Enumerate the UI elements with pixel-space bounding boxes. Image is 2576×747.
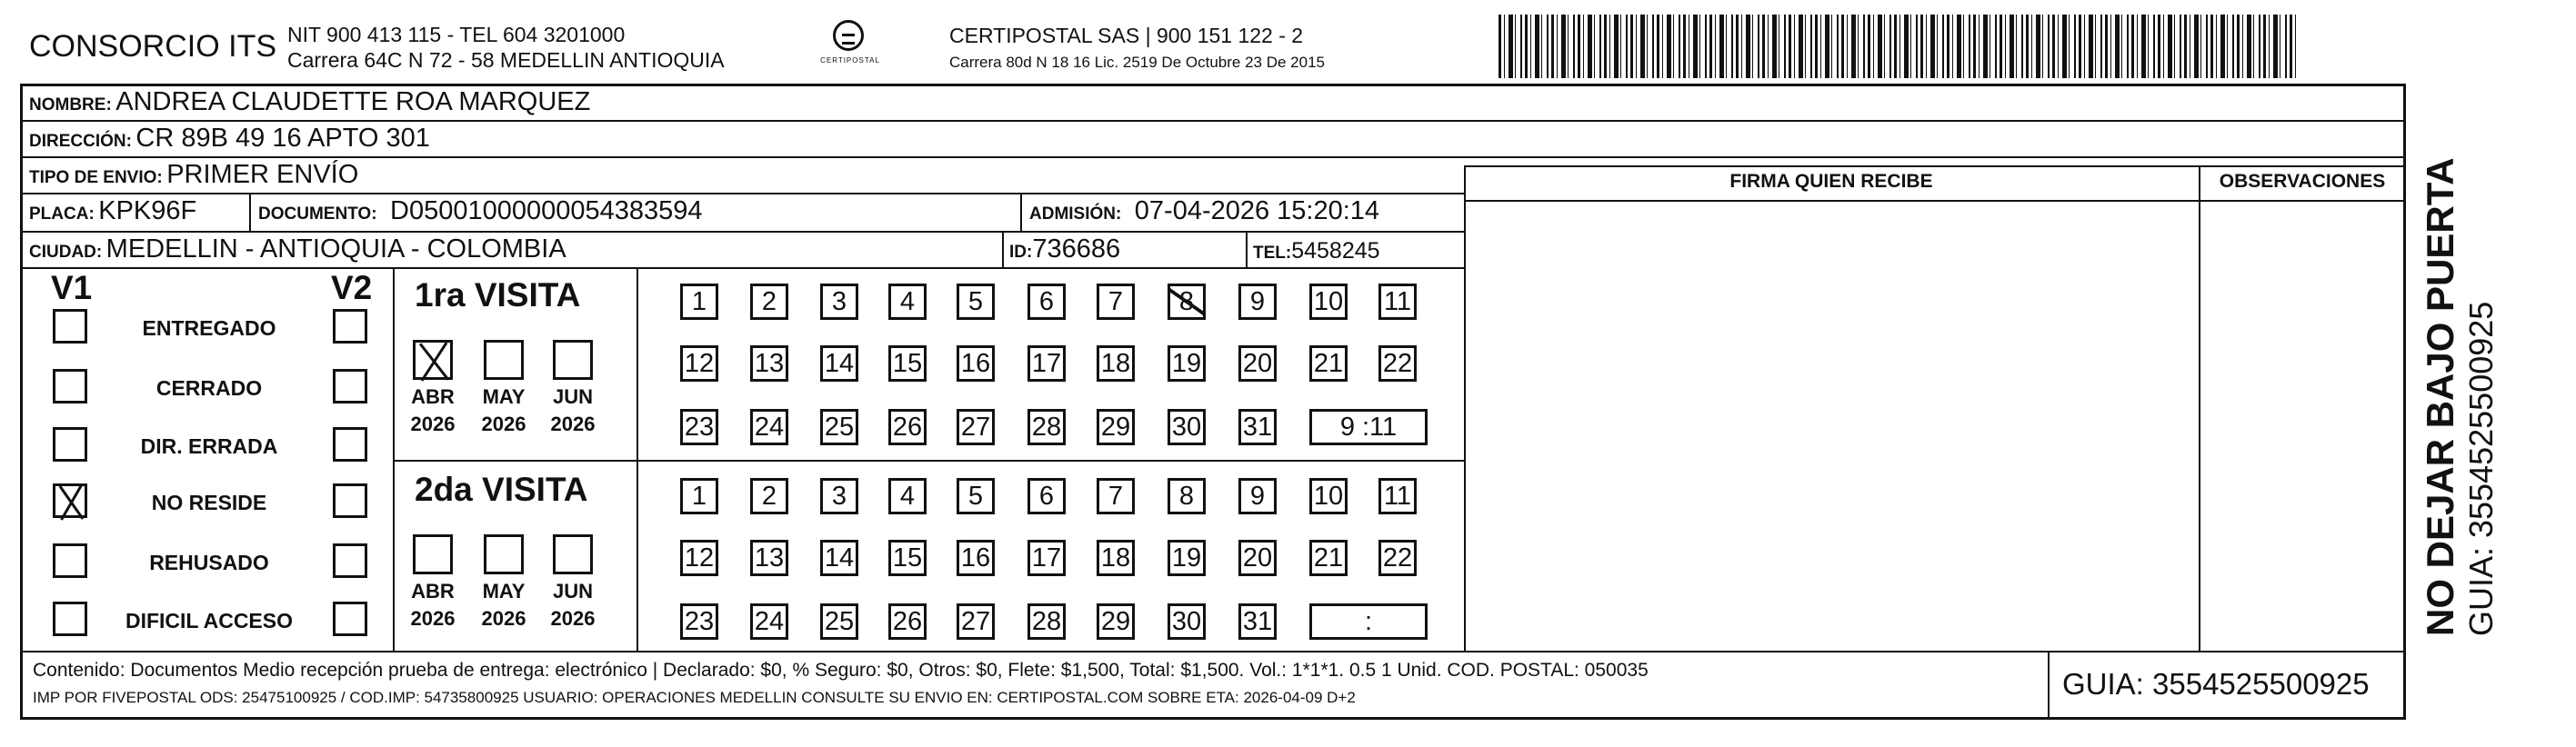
- v2-header: V2: [331, 269, 373, 306]
- day-box[interactable]: 5: [957, 478, 995, 514]
- v2-checkbox[interactable]: [333, 483, 367, 518]
- day-box[interactable]: 25: [820, 409, 858, 445]
- day-box[interactable]: 10: [1309, 478, 1348, 514]
- day-box[interactable]: 20: [1238, 540, 1277, 576]
- day-box[interactable]: 20: [1238, 345, 1277, 382]
- day-box[interactable]: 3: [820, 284, 858, 320]
- footer-imp: IMP POR FIVEPOSTAL ODS: 25475100925 / COD.IMP: 54735800925 USUARIO: OPERACIONES MEDELLIN CONSULTE SU ENVIO EN: CERTIPOSTAL.COM SOBRE ETA: 2026-04-09 D+2: [33, 689, 1356, 706]
- day-box[interactable]: 14: [820, 540, 858, 576]
- visit-title: 1ra VISITA: [415, 276, 581, 314]
- tipo-envio-value: PRIMER ENVÍO: [166, 160, 359, 189]
- nombre-label: NOMBRE:: [29, 95, 112, 115]
- day-box[interactable]: 12: [680, 540, 718, 576]
- observaciones-header: OBSERVACIONES: [2219, 171, 2386, 192]
- time-box[interactable]: :: [1309, 603, 1428, 640]
- day-box[interactable]: 19: [1168, 540, 1206, 576]
- footer-contenido: Contenido: Documentos Medio recepción prueba de entrega: electrónico | Declarado: $0, % Seguro: $0, Otros: $0, Flete: $1,500, Total: $1,500. Vol.: 1*1*1. 0.5 1 Unid. COD. POSTAL: 050035: [33, 660, 1649, 681]
- day-box[interactable]: 8: [1168, 478, 1206, 514]
- day-box[interactable]: 3: [820, 478, 858, 514]
- v1-checkbox[interactable]: [53, 427, 87, 462]
- day-box[interactable]: 16: [957, 345, 995, 382]
- admision-label: ADMISIÓN:: [1029, 204, 1122, 224]
- footer-guia: GUIA: 3554525500925: [2062, 667, 2370, 701]
- month-label: ABR: [411, 385, 455, 408]
- certipostal-logo: [809, 20, 891, 75]
- certi-line: CERTIPOSTAL SAS | 900 151 122 - 2: [949, 24, 1304, 47]
- year-label: 2026: [550, 607, 596, 630]
- month-label: MAY: [482, 580, 526, 603]
- rule: [393, 267, 395, 651]
- rule: [2199, 165, 2200, 651]
- nit-line: NIT 900 413 115 - TEL 604 3201000: [287, 23, 626, 46]
- day-box[interactable]: 26: [888, 409, 927, 445]
- v1-checkbox[interactable]: [53, 483, 87, 518]
- status-option-label: DIR. ERRADA: [140, 434, 278, 458]
- year-label: 2026: [550, 413, 596, 435]
- placa-label: PLACA:: [29, 204, 95, 224]
- month-checkbox[interactable]: [553, 340, 593, 380]
- month-checkbox[interactable]: [413, 534, 453, 574]
- tel-row: [1253, 238, 1380, 264]
- day-box[interactable]: 21: [1309, 345, 1348, 382]
- day-box[interactable]: 29: [1097, 603, 1135, 640]
- day-box[interactable]: 14: [820, 345, 858, 382]
- visit-title: 2da VISITA: [415, 471, 588, 508]
- month-label: JUN: [552, 580, 593, 603]
- v1-checkbox[interactable]: [53, 369, 87, 403]
- company-info: [287, 22, 725, 73]
- rule: [1002, 231, 1004, 267]
- day-box[interactable]: 12: [680, 345, 718, 382]
- v1-header: V1: [51, 269, 93, 306]
- status-option-label: DIFICIL ACCESO: [125, 609, 293, 632]
- documento-label: DOCUMENTO:: [258, 204, 377, 224]
- day-box[interactable]: 17: [1027, 540, 1066, 576]
- rule: [20, 156, 2406, 158]
- day-box[interactable]: 24: [750, 603, 788, 640]
- day-box[interactable]: 9: [1238, 478, 1277, 514]
- nombre-row: [29, 87, 590, 117]
- day-box[interactable]: 10: [1309, 284, 1348, 320]
- day-box[interactable]: 15: [888, 540, 927, 576]
- rule: [1464, 200, 2406, 202]
- barcode: [1498, 15, 2299, 78]
- day-box[interactable]: 2: [750, 478, 788, 514]
- nombre-value: ANDREA CLAUDETTE ROA MARQUEZ: [115, 87, 591, 116]
- rule: [1464, 165, 2406, 167]
- year-label: 2026: [481, 607, 526, 630]
- v2-checkbox[interactable]: [333, 309, 367, 344]
- day-box[interactable]: 29: [1097, 409, 1135, 445]
- side-text: [2419, 157, 2501, 636]
- admision-row: [1029, 196, 1379, 226]
- admision-value: 07-04-2026 15:20:14: [1134, 196, 1380, 225]
- day-box[interactable]: 2: [750, 284, 788, 320]
- day-box[interactable]: 6: [1027, 478, 1066, 514]
- day-box[interactable]: 13: [750, 345, 788, 382]
- day-box[interactable]: 31: [1238, 603, 1277, 640]
- tipo-envio-row: [29, 160, 358, 190]
- day-box[interactable]: 19: [1168, 345, 1206, 382]
- month-checkbox[interactable]: [553, 534, 593, 574]
- tel-label: TEL:: [1253, 244, 1292, 263]
- rule: [20, 267, 1464, 269]
- day-box[interactable]: 9: [1238, 284, 1277, 320]
- ciudad-label: CIUDAD:: [29, 243, 103, 262]
- v1-checkbox[interactable]: [53, 543, 87, 578]
- day-box[interactable]: 23: [680, 409, 718, 445]
- day-box[interactable]: 7: [1097, 478, 1135, 514]
- v2-checkbox[interactable]: [333, 369, 367, 403]
- year-label: 2026: [410, 607, 456, 630]
- v1-checkbox[interactable]: [53, 309, 87, 344]
- day-box[interactable]: 26: [888, 603, 927, 640]
- address-line: Carrera 64C N 72 - 58 MEDELLIN ANTIOQUIA: [287, 48, 725, 72]
- day-box[interactable]: 1: [680, 478, 718, 514]
- month-label: ABR: [411, 580, 455, 603]
- month-label: JUN: [552, 385, 593, 408]
- year-label: 2026: [481, 413, 526, 435]
- id-label: ID:: [1009, 243, 1033, 262]
- day-box[interactable]: 27: [957, 409, 995, 445]
- status-option-label: REHUSADO: [149, 551, 269, 574]
- day-box[interactable]: 28: [1027, 603, 1066, 640]
- rule: [1020, 193, 1022, 231]
- month-label: MAY: [482, 385, 526, 408]
- direccion-value: CR 89B 49 16 APTO 301: [135, 124, 430, 153]
- day-box[interactable]: 11: [1378, 478, 1417, 514]
- day-box[interactable]: 18: [1097, 345, 1135, 382]
- logo-text: CERTIPOSTAL: [820, 56, 880, 65]
- status-option-label: CERRADO: [155, 376, 263, 400]
- firma-header: FIRMA QUIEN RECIBE: [1729, 171, 1933, 192]
- day-box[interactable]: 30: [1168, 603, 1206, 640]
- day-box[interactable]: 7: [1097, 284, 1135, 320]
- rule: [2048, 651, 2050, 720]
- direccion-row: [29, 124, 430, 154]
- side-guia: GUIA: 3554525500925: [2462, 301, 2500, 636]
- day-box[interactable]: 5: [957, 284, 995, 320]
- logo-icon: [833, 20, 864, 51]
- day-box[interactable]: 24: [750, 409, 788, 445]
- month-checkbox[interactable]: [484, 340, 524, 380]
- time-box[interactable]: 9 :11: [1309, 409, 1428, 445]
- day-box[interactable]: 11: [1378, 284, 1417, 320]
- day-box[interactable]: 28: [1027, 409, 1066, 445]
- observaciones-area[interactable]: [2202, 204, 2402, 647]
- day-box[interactable]: 22: [1378, 540, 1417, 576]
- id-row: [1009, 234, 1120, 264]
- month-checkbox[interactable]: [413, 340, 453, 380]
- day-box[interactable]: 27: [957, 603, 995, 640]
- day-box[interactable]: 31: [1238, 409, 1277, 445]
- day-box[interactable]: 6: [1027, 284, 1066, 320]
- day-box[interactable]: 4: [888, 284, 927, 320]
- day-box[interactable]: 23: [680, 603, 718, 640]
- day-box[interactable]: 22: [1378, 345, 1417, 382]
- placa-value: KPK96F: [98, 196, 197, 225]
- day-box[interactable]: 25: [820, 603, 858, 640]
- documento-value: D05001000000054383594: [390, 196, 703, 225]
- rule: [249, 193, 251, 231]
- certi-sub: Carrera 80d N 18 16 Lic. 2519 De Octubre 23 De 2015: [949, 54, 1325, 71]
- rule: [20, 120, 2406, 122]
- rule: [636, 267, 638, 651]
- day-box[interactable]: 1: [680, 284, 718, 320]
- rule: [1246, 231, 1248, 267]
- tel-value: 5458245: [1291, 238, 1380, 264]
- id-value: 736686: [1032, 234, 1121, 264]
- no-dejar-warning: NO DEJAR BAJO PUERTA: [2419, 157, 2461, 636]
- day-box[interactable]: 16: [957, 540, 995, 576]
- v1-checkbox[interactable]: [53, 602, 87, 636]
- day-box[interactable]: 4: [888, 478, 927, 514]
- tipo-envio-label: TIPO DE ENVIO:: [29, 168, 163, 187]
- placa-row: [29, 196, 196, 226]
- rule: [20, 193, 1464, 194]
- signature-area[interactable]: [1468, 204, 2195, 647]
- year-label: 2026: [410, 413, 456, 435]
- v2-checkbox[interactable]: [333, 543, 367, 578]
- status-option-label: NO RESIDE: [151, 491, 267, 514]
- v2-checkbox[interactable]: [333, 602, 367, 636]
- ciudad-value: MEDELLIN - ANTIOQUIA - COLOMBIA: [105, 234, 566, 264]
- day-box[interactable]: 17: [1027, 345, 1066, 382]
- company-name: CONSORCIO ITS: [29, 29, 277, 64]
- day-box[interactable]: 13: [750, 540, 788, 576]
- status-option-label: ENTREGADO: [142, 316, 276, 340]
- rule: [393, 460, 1464, 462]
- certipostal-info: [949, 22, 1325, 76]
- day-box[interactable]: 21: [1309, 540, 1348, 576]
- day-box[interactable]: 18: [1097, 540, 1135, 576]
- month-checkbox[interactable]: [484, 534, 524, 574]
- ciudad-row: [29, 234, 566, 264]
- day-box[interactable]: 15: [888, 345, 927, 382]
- day-box[interactable]: 8: [1168, 284, 1206, 320]
- documento-row: [258, 196, 703, 226]
- v2-checkbox[interactable]: [333, 427, 367, 462]
- direccion-label: DIRECCIÓN:: [29, 132, 132, 151]
- day-box[interactable]: 30: [1168, 409, 1206, 445]
- rule: [1464, 165, 1466, 651]
